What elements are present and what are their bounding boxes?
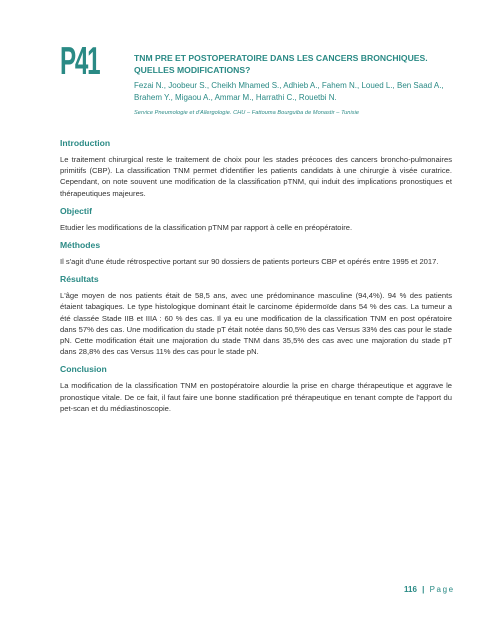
section-text: Le traitement chirurgical reste le traitement de choix pour les stades précoces des cancers broncho-pulmonaires primitifs (CBP). La classification TNM permet d'identifier les patients candidats à une chirurgie à visée curatrice. Cependant, on note souvent une modification de la classification pTNM, qui induit des implications pronostiques et thérapeutiques majeures. [60,155,452,198]
section-introduction [60,138,452,199]
section-heading: Conclusion [60,364,107,375]
section-text: La modification de la classification TNM en postopératoire alourdie la prise en charge thérapeutique et aggrave le pronostique vitale. De ce fait, il faut faire une bonne stadification pré thérapeutique en tenant compte de l'apport du pet-scan et du médiastinoscopie. [60,381,452,413]
affiliation: Service Pneumologie et d'Allergologie. CHU – Fattouma Bourguiba de Monastir – Tunisie [134,110,360,116]
abstract-body [60,138,452,421]
page-number: 116 [404,585,417,594]
abstract-header [134,52,454,116]
page-footer [404,585,455,594]
section-heading: Objectif [60,205,92,216]
author-list: Fezai N., Joobeur S., Cheikh Mhamed S., Adhieb A., Fahem N., Loued L., Ben Saad A., Brahem Y., Migaou A., Ammar M., Harrathi C., Rouetbi N. [134,80,444,102]
poster-code: P41 [60,40,100,83]
page-label: Page [429,585,455,594]
abstract-title: TNM PRE ET POSTOPERATOIRE DANS LES CANCERS BRONCHIQUES. QUELLES MODIFICATIONS? [134,53,428,75]
section-methodes [60,240,452,267]
section-text: L'âge moyen de nos patients était de 58,5 ans, avec une prédominance masculine (94,4%). 94 % des patients étaient tabagiques. Le type histologique dominant était le carcinome épidermoïde dans 54 % des cas. La tumeur a été classée Stade IIB et IIIA : 60 % des cas. Il ya eu une modification de la classification TNM en post opératoire dans 57% des cas. Une modification du stade pT était notée dans 50,5% des cas Versus 33% des cas pour le stade pN. Cette modification était une majoration du stade TNM dans 35,5% des cas avec une majoration du stade pT dans 28,8% des cas Versus 11% des cas pour le stade pN. [60,291,452,357]
section-text: Il s'agit d'une étude rétrospective portant sur 90 dossiers de patients porteurs CBP et opérés entre 1995 et 2017. [60,257,439,267]
section-heading: Introduction [60,138,111,148]
section-objectif [60,206,452,233]
section-resultats [60,274,452,357]
section-heading: Méthodes [60,240,101,251]
footer-separator: | [422,585,425,594]
section-text: Etudier les modifications de la classification pTNM par rapport à celle en préopératoire. [60,222,353,232]
section-heading: Résultats [60,274,99,285]
section-conclusion [60,364,452,414]
